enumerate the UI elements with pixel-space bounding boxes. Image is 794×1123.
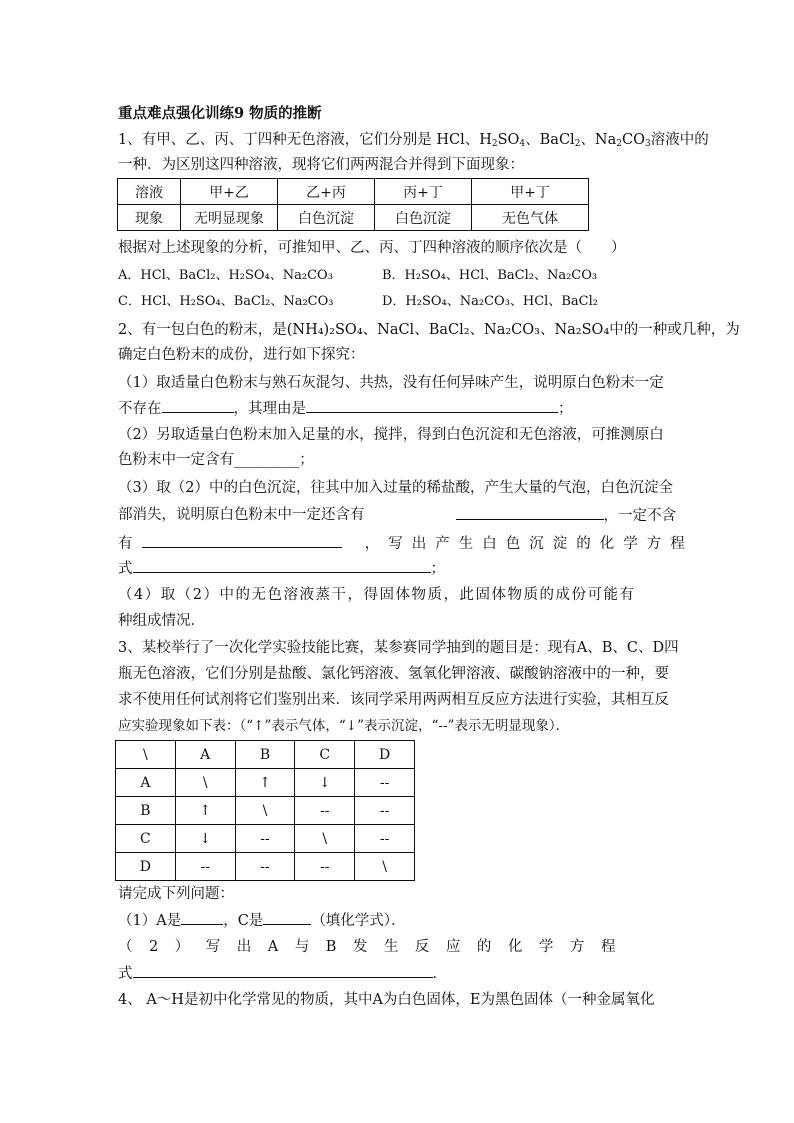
answer-blank[interactable] (181, 910, 223, 925)
q2-p3-text-c: 有 (118, 536, 133, 552)
table-cell: ↑ (175, 797, 235, 825)
table-row (118, 205, 589, 231)
q2-p3-text-b: ，一定不含 (603, 508, 676, 524)
table-cell: D (355, 741, 415, 769)
table-row (116, 853, 415, 881)
table-cell: \ (355, 853, 415, 881)
table-cell: ↓ (295, 769, 355, 797)
q3-line4: 应实验现象如下表：（“↑”表示气体，“↓”表示沉淀，“--”表示无明显现象）． (118, 718, 570, 734)
table-cell: 乙+丙 (278, 179, 375, 205)
table-cell: -- (175, 853, 235, 881)
q4-line1: 4、 A～H是初中化学常见的物质，其中A为白色固体，E为黑色固体（一种金属氧化 (118, 992, 655, 1008)
q1-line2: 一种．为区别这四种溶液，现将它们两两混合并得到下面现象： (118, 157, 524, 173)
q1-table (117, 178, 589, 231)
q3-line2: 瓶无色溶液，它们分别是盐酸、氯化钙溶液、氢氧化钾溶液、碳酸钠溶液中的一种，要 (118, 666, 669, 682)
q3-p1-text-a: （1）A是 (118, 913, 182, 929)
q2-p1-line2 (118, 398, 573, 419)
q1-text-f: 溶液中的 (650, 132, 709, 148)
q2-p3-text-d: ，写出产生白色沉淀的化学方程 (364, 536, 694, 552)
q2-p3-text-e: 式 (118, 561, 133, 577)
table-row (116, 741, 415, 769)
q3-p2-line1: （2）写出A与B发生反应的化学方程 (118, 939, 632, 955)
table-cell: 现象 (118, 205, 181, 231)
page-title: 重点难点强化训练9 物质的推断 (118, 105, 322, 122)
table-cell: -- (295, 797, 355, 825)
q2-p3-text-a: 部消失，说明原白色粉末中一定还含有 (118, 507, 365, 523)
answer-blank[interactable] (162, 398, 234, 413)
q2-p2-line2: 色粉末中一定含有_________； (118, 452, 314, 468)
table-cell: ↓ (175, 825, 235, 853)
table-cell: -- (235, 825, 295, 853)
q1-option-a: A．HCl、BaCl₂、H₂SO₄、Na₂CO₃ (118, 268, 333, 283)
q1-option-b: B．H₂SO₄、HCl、BaCl₂、Na₂CO₃ (382, 268, 598, 283)
q3-line1: 3、某校举行了一次化学实验技能比赛，某参赛同学抽到的题目是：现有A、B、C、D四 (118, 640, 679, 656)
q1-option-c: C．HCl、H₂SO₄、BaCl₂、Na₂CO₃ (118, 294, 334, 309)
table-cell: 白色沉淀 (375, 205, 472, 231)
table-cell: B (116, 797, 176, 825)
q2-p3-line2 (118, 505, 676, 526)
q2-p3-line3 (118, 533, 694, 554)
table-cell: ↑ (235, 769, 295, 797)
table-cell: \ (116, 741, 176, 769)
answer-blank[interactable] (133, 963, 433, 978)
q2-p3-line1: （3）取（2）中的白色沉淀，往其中加入过量的稀盐酸，产生大量的气泡，白色沉淀全 (118, 480, 673, 496)
table-cell: \ (235, 797, 295, 825)
q1-text-b: SO (497, 132, 520, 148)
answer-blank[interactable] (306, 398, 558, 413)
q3-p2-line2 (118, 963, 447, 984)
q1-text-a: 1、有甲、乙、丙、丁四种无色溶液，它们分别是 HCl、H (118, 132, 492, 148)
table-row (116, 797, 415, 825)
answer-blank[interactable] (133, 558, 431, 573)
answer-blank[interactable] (456, 505, 604, 520)
answer-blank[interactable] (142, 533, 342, 548)
table-cell: 溶液 (118, 179, 181, 205)
q2-p2-line1: （2）另取适量白色粉末加入足量的水，搅拌，得到白色沉淀和无色溶液，可推测原白 (118, 427, 664, 443)
q3-table (115, 740, 415, 881)
q2-p1-text-b: ，其理由是 (233, 401, 306, 417)
table-cell: 无明显现象 (181, 205, 278, 231)
q3-p2-text-b: ． (432, 966, 447, 982)
q2-p3-text-f: ； (430, 561, 445, 577)
table-cell: 丙+丁 (375, 179, 472, 205)
q2-p1-line1: （1）取适量白色粉末与熟石灰混匀、共热，没有任何异味产生，说明原白色粉末一定 (118, 375, 664, 391)
table-cell: C (295, 741, 355, 769)
table-cell: 白色沉淀 (278, 205, 375, 231)
table-cell: \ (295, 825, 355, 853)
table-cell: C (116, 825, 176, 853)
table-cell: -- (355, 797, 415, 825)
q3-p1-text-c: （填化学式）． (311, 913, 406, 929)
q1-text-d: 、Na (580, 132, 617, 148)
q3-p1-text-b: ，C是 (223, 913, 264, 929)
table-cell: -- (295, 853, 355, 881)
table-cell: A (175, 741, 235, 769)
q2-p4-line2: 种组成情况． (118, 613, 205, 629)
q2-line1: 2、有一包白色的粉末，是(NH₄)₂SO₄、NaCl、BaCl₂、Na₂CO₃、Na₂SO₄中的一种或几种，为 (118, 322, 740, 338)
q1-text-c: 、BaCl (525, 132, 575, 148)
table-cell: D (116, 853, 176, 881)
q2-p3-line4 (118, 558, 445, 579)
table-cell: 甲+乙 (181, 179, 278, 205)
q2-p1-text-c: ； (558, 401, 573, 417)
table-cell: B (235, 741, 295, 769)
table-cell: 甲+丁 (472, 179, 589, 205)
table-row (116, 825, 415, 853)
q3-prompt: 请完成下列问题： (118, 886, 234, 902)
q1-line1: 1、有甲、乙、丙、丁四种无色溶液，它们分别是 HCl、$H_2SO_4$、BaCl$_2$、$Na_2CO_3$溶液中的 (118, 132, 709, 149)
table-cell: 无色气体 (472, 205, 589, 231)
q2-line2: 确定白色粉末的成份，进行如下探究： (118, 347, 365, 363)
table-cell: A (116, 769, 176, 797)
q3-p2-text-a: 式 (118, 966, 133, 982)
table-cell: -- (355, 825, 415, 853)
table-row (118, 179, 589, 205)
q2-p4-line1: （4）取（2）中的无色溶液蒸干，得固体物质，此固体物质的成份可能有 (118, 587, 636, 603)
answer-blank[interactable] (263, 910, 311, 925)
q1-option-d: D．H₂SO₄、Na₂CO₃、HCl、BaCl₂ (382, 294, 598, 309)
q3-line3: 求不使用任何试剂将它们鉴别出来．该同学采用两两相互反应方法进行实验，其相互反 (118, 692, 669, 708)
q1-question: 根据对上述现象的分析，可推知甲、乙、丙、丁四种溶液的顺序依次是（ ） (118, 240, 626, 256)
table-cell: -- (235, 853, 295, 881)
table-cell: -- (355, 769, 415, 797)
table-row (116, 769, 415, 797)
table-cell: \ (175, 769, 235, 797)
q3-p1 (118, 910, 406, 931)
q1-text-e: CO (622, 132, 645, 148)
q2-p1-text-a: 不存在 (118, 401, 162, 417)
